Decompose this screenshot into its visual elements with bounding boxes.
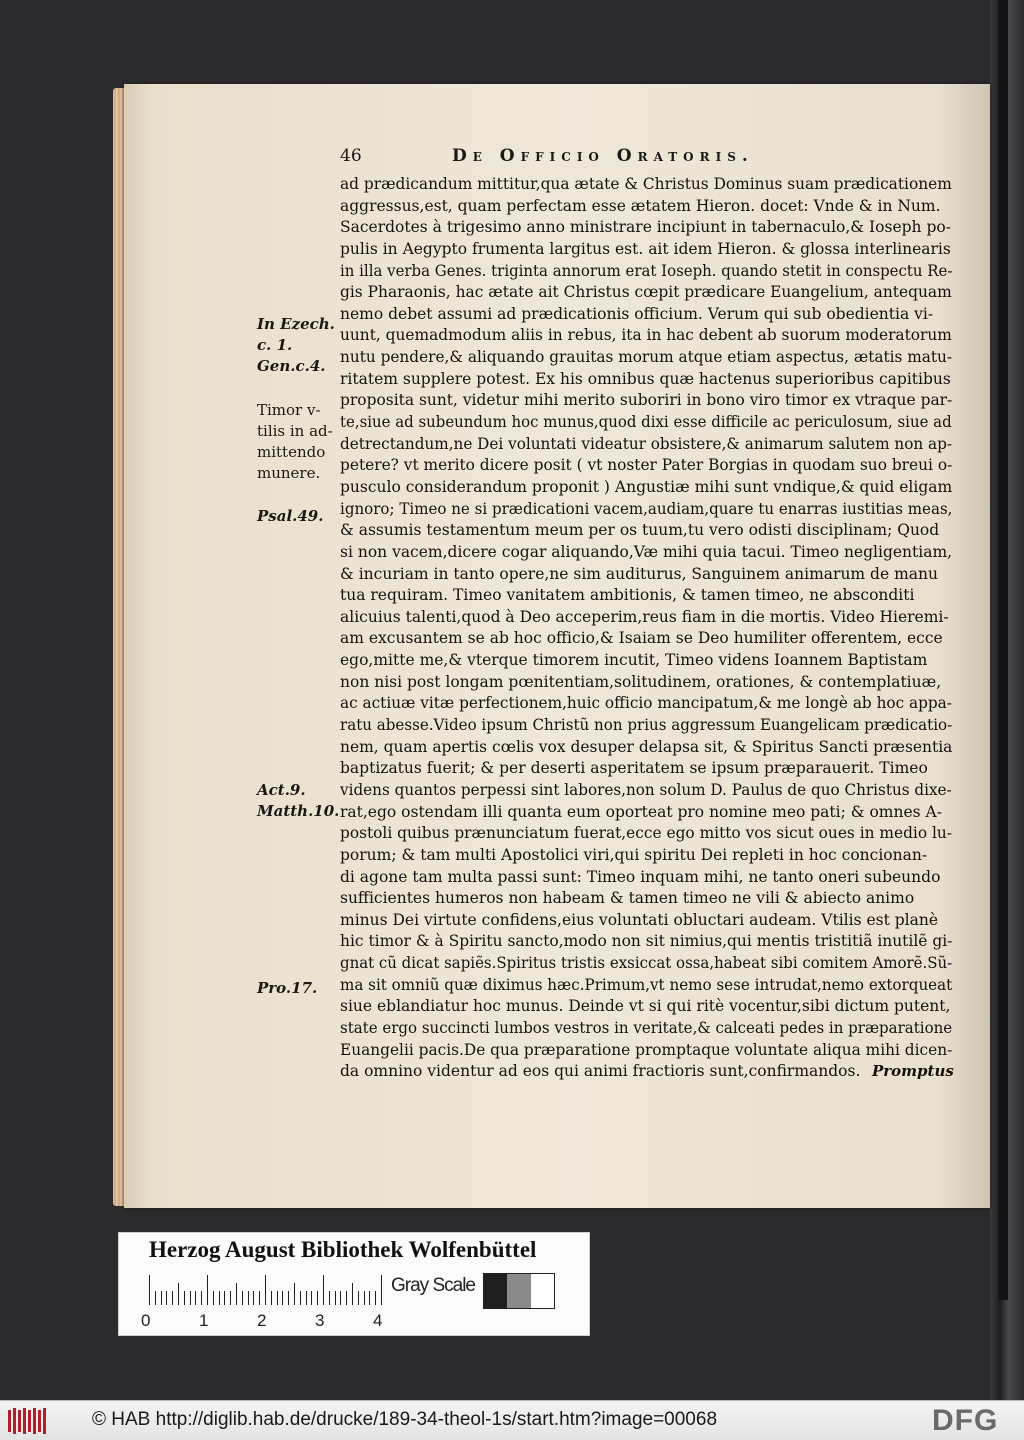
text-line: state ergo succincti lumbos vestros in veritate,& calceati pedes in præparatione (340, 1018, 953, 1037)
ruler-tick (265, 1275, 266, 1305)
ruler-tick (358, 1291, 359, 1305)
ruler-tick (207, 1275, 208, 1305)
ruler-tick (161, 1291, 162, 1305)
margin-note-prov: Pro.17. (257, 979, 318, 997)
ruler-tick (172, 1291, 173, 1305)
text-line: nemo debet assumi ad prædicationis officium. Verum qui sub obedientia vi- (340, 304, 934, 323)
text-line: nutu pendere,& aliquando grauitas morum atque etiam aspectus, ætatis matu- (340, 348, 953, 367)
body-text (340, 174, 960, 1083)
library-color-card (118, 1232, 590, 1336)
ruler-tick (236, 1283, 237, 1305)
ruler-tick (282, 1291, 283, 1305)
ruler-tick (311, 1291, 312, 1305)
text-line: si non vacem,dicere cogar aliquando,Væ mihi quia tacui. Timeo negligentiam, (340, 542, 953, 561)
text-line: gis Pharaonis, hac ætate ait Christus cœpit prædicare Euangelium, antequam (340, 283, 952, 302)
ruler-number: 2 (257, 1311, 267, 1330)
ruler-tick (224, 1291, 225, 1305)
running-title: De Officio Oratoris. (452, 146, 754, 166)
ruler-tick (381, 1275, 382, 1305)
ruler-tick (277, 1291, 278, 1305)
ruler-tick (300, 1291, 301, 1305)
gray-swatch (484, 1274, 507, 1308)
text-line: ignoro; Timeo ne si prædicationi vacem,audiam,quare tu enarras iustitias meas, (340, 499, 953, 518)
ruler-tick (271, 1291, 272, 1305)
ruler-tick (346, 1291, 347, 1305)
library-logo-icon (6, 1406, 50, 1436)
text-line: ac actiuæ vitæ perfectionem,huic officio mancipatum,& me longè ab hoc appa- (340, 694, 952, 713)
text-line: ma sit omniũ quæ diximus hæc.Primum,vt nemo sese intrudat,nemo extorqueat (340, 975, 953, 994)
margin-note-psal: Psal.49. (257, 507, 324, 525)
text-line: pulis in Aegypto frumenta largitus est. ait idem Hieron. & glossa interlinearis (340, 239, 951, 258)
ruler-tick (364, 1291, 365, 1305)
margin-note-chapter: c. 1. (257, 336, 293, 354)
dfg-logo: DFG (932, 1404, 999, 1437)
viewer-footer (0, 1400, 1024, 1440)
text-line: baptizatus fuerit; & per deserti asperitatem se ipsum præparauerit. Timeo (340, 759, 928, 778)
text-line: non nisi post longam pœnitentiam,solitudinem, orationes, & contemplatiuæ, (340, 672, 942, 691)
margin-note-timor-1: Timor v- (257, 401, 321, 419)
gray-scale-label: Gray Scale (391, 1275, 475, 1296)
ruler-tick (288, 1291, 289, 1305)
ruler-tick (178, 1283, 179, 1305)
margin-note-timor-4: munere. (257, 464, 321, 482)
text-line: & incuriam in tanto opere,ne sim auditurus, Sanguinem animarum de manu (340, 564, 938, 583)
ruler-scale (149, 1275, 385, 1305)
margin-note-timor-3: mittendo (257, 443, 326, 461)
library-name: Herzog August Bibliothek Wolfenbüttel (149, 1237, 537, 1262)
margin-note-timor-2: tilis in ad- (257, 422, 333, 440)
text-line: hic timor & à Spiritu sancto,modo non sit nimius,qui mentis tristitiã inutilẽ gi- (340, 932, 953, 951)
text-line: sufficientes humeros non habeam & tamen timeo ne vili & abiecto animo (340, 889, 915, 908)
text-line: rat,ego ostendam illi quanta eum oporteat pro nomine meo pati; & omnes A- (340, 802, 942, 821)
text-line: porum; & tam multi Apostolici viri,qui spiritu Dei repleti in hoc concionan- (340, 845, 928, 864)
gray-scale-swatches (483, 1273, 555, 1309)
ruler-tick (259, 1291, 260, 1305)
text-line: ratu abesse.Video ipsum Christũ non prius aggressum Euangelicam prædicatio- (340, 716, 953, 735)
text-line: uunt, quemadmodum aliis in rebus, ita in hac debent ab suorum moderatorum (340, 326, 952, 345)
ruler-number: 3 (315, 1311, 325, 1330)
ruler-tick (230, 1291, 231, 1305)
text-line: detrectandum,ne Dei voluntati videatur obsistere,& animarum salutem non ap- (340, 434, 953, 453)
ruler-tick (184, 1291, 185, 1305)
text-line: Sacerdotes à trigesimo anno ministrare incipiunt in tabernaculo,& Ioseph po- (340, 218, 951, 237)
ruler-number: 0 (141, 1311, 151, 1330)
ruler-tick (248, 1291, 249, 1305)
ruler-number: 1 (199, 1311, 209, 1330)
text-line: postoli quibus prænunciatum fuerat,ecce ego mitto vos sicut oues in medio lu- (340, 824, 953, 843)
margin-note-act: Act.9. (257, 781, 306, 799)
ruler-tick (340, 1291, 341, 1305)
margin-note-matth: Matth.10. (257, 802, 340, 820)
text-line: nem, quam apertis cœlis vox desuper delapsa sit, & Spiritus Sancti præsentia (340, 737, 953, 756)
copyright-url: © HAB http://diglib.hab.de/drucke/189-34-theol-1s/start.htm?image=00068 (92, 1409, 718, 1430)
text-line: da omnino videntur ad eos qui animi fractioris sunt,confirmandos. (340, 1062, 861, 1081)
text-line: gnat cũ dicat sapiẽs.Spiritus tristis exsiccat ossa,habeat sibi comitem Amorẽ.Sũ- (340, 954, 953, 973)
ruler-tick (352, 1283, 353, 1305)
text-line: petere? vt merito dicere posit ( vt noster Pater Borgias in quodam suo breui o- (340, 456, 953, 475)
gray-swatch (531, 1274, 554, 1308)
text-line: ritatem supplere potest. Ex his omnibus quæ hactenus superioribus capitibus (340, 369, 951, 388)
ruler-tick (375, 1291, 376, 1305)
text-line: aggressus,est, quam perfectam esse ætatem Hieron. docet: Vnde & in Num. (340, 196, 941, 215)
text-line: minus Dei virtute confidens,eius voluntati obluctari audeam. Vtilis est planè (340, 910, 939, 929)
ruler-tick (335, 1291, 336, 1305)
text-line: am excusantem se ab hoc officio,& Isaiam se Deo humiliter offerentem, ecce (340, 629, 943, 648)
text-line: & assumis testamentum meum per os tuum,tu vero odisti disciplinam; Quod (340, 521, 940, 540)
ruler-tick (219, 1291, 220, 1305)
ruler-tick (195, 1291, 196, 1305)
text-line: ad prædicandum mittitur,qua ætate & Christus Dominus suam prædicationem (340, 175, 952, 193)
ruler-tick (294, 1283, 295, 1305)
ruler-tick (242, 1291, 243, 1305)
text-line: videns quantos perpessi sint labores,non solum D. Paulus de quo Christus dixe- (340, 780, 952, 799)
ruler-tick (306, 1291, 307, 1305)
ruler-tick (317, 1291, 318, 1305)
ruler-tick (190, 1291, 191, 1305)
text-line: siue eblandiatur hoc munus. Deinde vt si qui ritè vocentur,sibi dictum putent, (340, 997, 951, 1016)
ruler-number: 4 (373, 1311, 383, 1330)
gray-swatch (507, 1274, 530, 1308)
ruler-tick (253, 1291, 254, 1305)
ruler-tick (369, 1291, 370, 1305)
text-line: ego,mitte me,& vterque timorem incutit, Timeo videns Ioannem Baptistam (340, 651, 928, 670)
catchword: Promptus (872, 1062, 954, 1080)
page-header (0, 146, 1024, 174)
ruler-tick (329, 1291, 330, 1305)
ruler-tick (149, 1275, 150, 1305)
text-line: tua requiram. Timeo vanitatem ambitionis, & tamen timeo, ne absconditi (340, 586, 915, 605)
adjacent-book-edge (990, 0, 1024, 1400)
ruler-tick (166, 1291, 167, 1305)
text-line: proposita sunt, videtur mihi merito suboriri in bono viro timor ex vtraque par- (340, 391, 953, 410)
text-line: te,siue ad subeundum hoc munus,quod dixi esse difficile ac periculosum, siue ad (340, 413, 952, 432)
ruler-tick (201, 1291, 202, 1305)
ruler-numbers (141, 1311, 401, 1331)
ruler-tick (155, 1291, 156, 1305)
margin-note-gen: Gen.c.4. (257, 357, 326, 375)
text-line: di agone tam multa passi sunt: Timeo inquam mihi, ne tanto oneri subeundo (340, 867, 941, 886)
page-number: 46 (340, 146, 362, 166)
text-line: pusculo considerandum proponit ) Angustiæ mihi sunt vndique,& quid eligam (340, 477, 953, 496)
margin-note-ezech: In Ezech. (257, 315, 335, 333)
text-line: in illa verba Genes. triginta annorum erat Ioseph. quando stetit in conspectu Re- (340, 261, 953, 280)
ruler-tick (323, 1275, 324, 1305)
ruler-tick (213, 1291, 214, 1305)
text-line: alicuius talenti,quod à Deo acceperim,reus fiam in die mortis. Video Hieremi- (340, 607, 949, 626)
text-line: Euangelii pacis.De qua præparatione promptaque voluntate aliqua mihi dicen- (340, 1040, 953, 1059)
